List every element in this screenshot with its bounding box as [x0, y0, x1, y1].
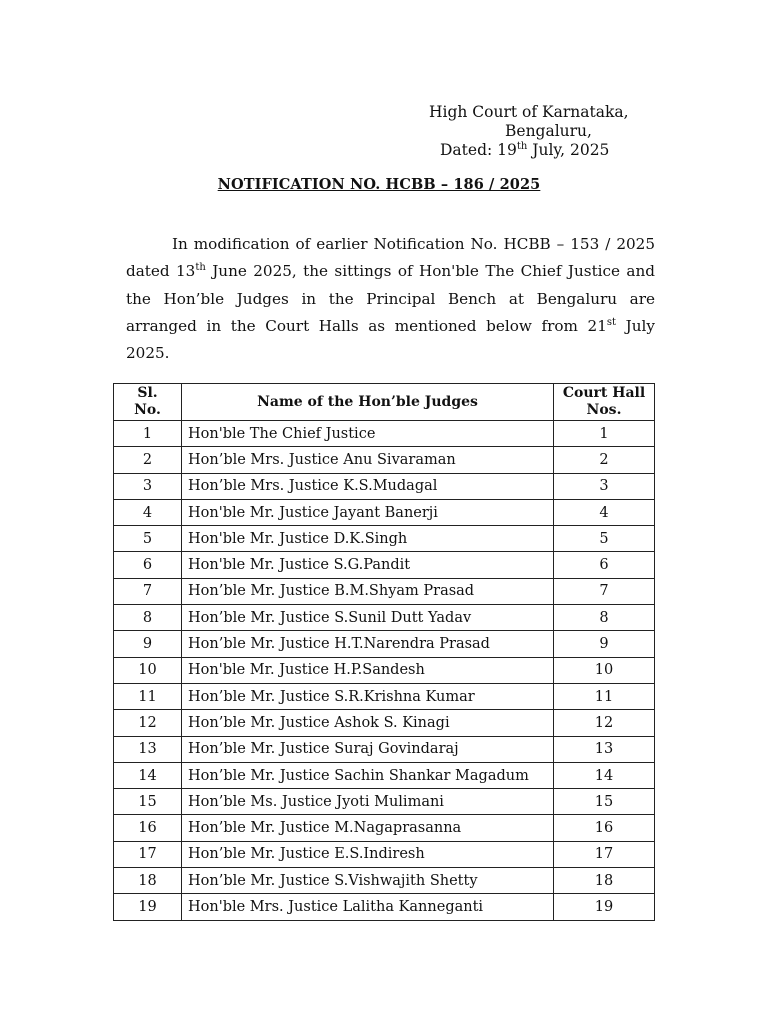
- sl-no-cell: 7: [114, 578, 182, 604]
- sl-no-cell: 5: [114, 526, 182, 552]
- court-hall-cell: 18: [554, 868, 655, 894]
- court-hall-cell: 2: [554, 447, 655, 473]
- court-hall-header: [554, 384, 655, 421]
- table-row: [114, 736, 655, 762]
- table-row: [114, 526, 655, 552]
- body-superscript-2: st: [606, 317, 617, 329]
- judge-name-header: Name of the Hon’ble Judges: [182, 384, 554, 421]
- court-hall-cell: 12: [554, 710, 655, 736]
- table-row: [114, 447, 655, 473]
- sl-no-cell: 14: [114, 762, 182, 788]
- hall-header-line-2: Nos.: [586, 402, 622, 418]
- court-hall-cell: 9: [554, 631, 655, 657]
- court-hall-cell: 7: [554, 578, 655, 604]
- body-superscript-1: th: [195, 262, 206, 274]
- court-name: High Court of Karnataka,: [429, 103, 629, 121]
- court-hall-cell: 14: [554, 762, 655, 788]
- date-superscript: th: [516, 140, 528, 152]
- sl-no-cell: 18: [114, 868, 182, 894]
- judge-name-cell: Hon’ble Mr. Justice Suraj Govindaraj: [182, 736, 554, 762]
- notification-title: [0, 176, 768, 193]
- judge-name-cell: Hon'ble Mrs. Justice Lalitha Kanneganti: [182, 894, 554, 920]
- court-hall-cell: 10: [554, 657, 655, 683]
- table-row: [114, 868, 655, 894]
- judge-name-cell: Hon’ble Mrs. Justice K.S.Mudagal: [182, 473, 554, 499]
- judge-name-cell: Hon'ble Mr. Justice Jayant Banerji: [182, 499, 554, 525]
- court-hall-cell: 3: [554, 473, 655, 499]
- judge-name-cell: Hon’ble Mr. Justice H.T.Narendra Prasad: [182, 631, 554, 657]
- judge-name-cell: Hon’ble Ms. Justice Jyoti Mulimani: [182, 789, 554, 815]
- sl-no-header: [114, 384, 182, 421]
- court-city: Bengaluru,: [505, 122, 592, 140]
- judge-name-cell: Hon'ble Mr. Justice D.K.Singh: [182, 526, 554, 552]
- notification-body: [126, 231, 655, 367]
- judge-name-cell: Hon’ble Mr. Justice S.R.Krishna Kumar: [182, 683, 554, 709]
- table-row: [114, 841, 655, 867]
- court-hall-cell: 13: [554, 736, 655, 762]
- table-row: [114, 552, 655, 578]
- court-hall-cell: 8: [554, 605, 655, 631]
- court-hall-cell: 5: [554, 526, 655, 552]
- table-row: [114, 605, 655, 631]
- hall-header-line-1: Court Hall: [562, 385, 646, 401]
- sl-no-cell: 13: [114, 736, 182, 762]
- table-row: [114, 894, 655, 920]
- sl-no-cell: 2: [114, 447, 182, 473]
- sl-no-cell: 6: [114, 552, 182, 578]
- body-part-1: In modification of earlier Notification No. HCBB – 153 / 2025 dated 13: [126, 235, 655, 281]
- court-hall-cell: 17: [554, 841, 655, 867]
- notification-title-text: NOTIFICATION NO. HCBB – 186 / 2025: [217, 176, 541, 193]
- judge-name-cell: Hon’ble Mr. Justice Sachin Shankar Magadum: [182, 762, 554, 788]
- body-part-2: June 2025, the sittings of Hon'ble The Chief Justice and the Hon’ble Judges in the Principal Bench at Bengaluru are arranged in the Court Halls as mentioned below from 21: [126, 262, 655, 336]
- date-line: [440, 140, 609, 161]
- judge-name-cell: Hon’ble Mr. Justice S.Vishwajith Shetty: [182, 868, 554, 894]
- sl-no-cell: 4: [114, 499, 182, 525]
- court-hall-cell: 4: [554, 499, 655, 525]
- sl-header-line-2: No.: [134, 402, 161, 418]
- sl-no-cell: 17: [114, 841, 182, 867]
- table-row: [114, 578, 655, 604]
- sl-no-cell: 3: [114, 473, 182, 499]
- date-suffix: July, 2025: [527, 141, 610, 159]
- sl-no-cell: 1: [114, 421, 182, 447]
- court-hall-cell: 11: [554, 683, 655, 709]
- table-row: [114, 683, 655, 709]
- sl-no-cell: 9: [114, 631, 182, 657]
- table-row: [114, 815, 655, 841]
- court-hall-cell: 19: [554, 894, 655, 920]
- table-row: [114, 657, 655, 683]
- judge-name-cell: Hon’ble Mr. Justice S.Sunil Dutt Yadav: [182, 605, 554, 631]
- sl-no-cell: 10: [114, 657, 182, 683]
- court-hall-cell: 1: [554, 421, 655, 447]
- judges-table-body: [114, 421, 655, 921]
- judge-name-cell: Hon'ble The Chief Justice: [182, 421, 554, 447]
- judge-name-cell: Hon’ble Mr. Justice Ashok S. Kinagi: [182, 710, 554, 736]
- court-hall-cell: 15: [554, 789, 655, 815]
- table-row: [114, 631, 655, 657]
- table-row: [114, 789, 655, 815]
- table-row: [114, 762, 655, 788]
- sl-header-line-1: Sl.: [137, 385, 158, 401]
- table-header-row: [114, 384, 655, 421]
- judge-name-cell: Hon’ble Mr. Justice M.Nagaprasanna: [182, 815, 554, 841]
- judge-name-cell: Hon’ble Mrs. Justice Anu Sivaraman: [182, 447, 554, 473]
- date-prefix: Dated: 19: [440, 141, 517, 159]
- sl-no-cell: 8: [114, 605, 182, 631]
- judge-name-cell: Hon’ble Mr. Justice E.S.Indiresh: [182, 841, 554, 867]
- table-row: [114, 421, 655, 447]
- table-row: [114, 499, 655, 525]
- judge-name-cell: Hon'ble Mr. Justice H.P.Sandesh: [182, 657, 554, 683]
- sl-no-cell: 11: [114, 683, 182, 709]
- sl-no-cell: 16: [114, 815, 182, 841]
- sl-no-cell: 15: [114, 789, 182, 815]
- judges-table: [113, 383, 655, 921]
- body-part-3: July 2025.: [126, 317, 655, 363]
- court-hall-cell: 16: [554, 815, 655, 841]
- table-row: [114, 710, 655, 736]
- table-row: [114, 473, 655, 499]
- judge-name-cell: Hon’ble Mr. Justice B.M.Shyam Prasad: [182, 578, 554, 604]
- sl-no-cell: 19: [114, 894, 182, 920]
- court-hall-cell: 6: [554, 552, 655, 578]
- sl-no-cell: 12: [114, 710, 182, 736]
- judge-name-cell: Hon'ble Mr. Justice S.G.Pandit: [182, 552, 554, 578]
